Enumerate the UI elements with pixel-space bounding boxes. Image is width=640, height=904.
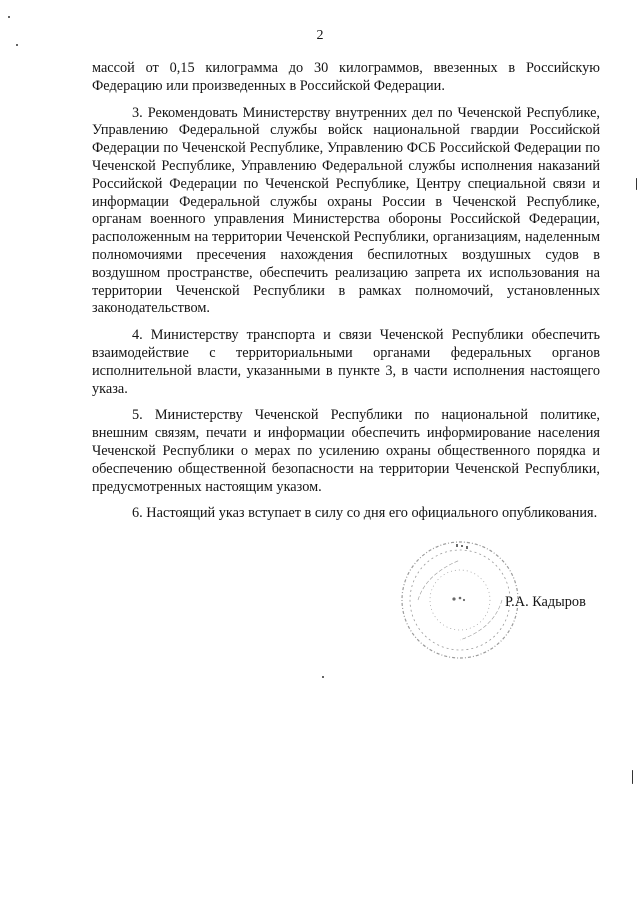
paragraph-5: 5. Министерству Чеченской Республики по национальной политике, внешним связям, печати и информации обеспечить информирование населения Чеченской Республики о мерах по усилению охраны общественного порядка и обеспечению общественной безопасности на территории Чеченской Республики, предусмотренных настоящим указом. (92, 407, 600, 495)
paragraph-4: 4. Министерству транспорта и связи Чеченской Республики обеспечить взаимодействие с территориальными органами федеральных органов исполнительной власти, указанными в пункте 3, в части исполнения настоящего указа. (92, 327, 600, 397)
page-number: 2 (316, 28, 324, 43)
paragraph-6: 6. Настоящий указ вступает в силу со дня его официального опубликования. (132, 505, 598, 522)
paragraph-continuation: массой от 0,15 килограмма до 30 килограммов, ввезенных в Российскую Федерацию или произведенных в Российской Федерации. (92, 60, 600, 94)
document-body (92, 60, 600, 532)
signature-name: Р.А. Кадыров (505, 594, 586, 610)
paragraph-3: 3. Рекомендовать Министерству внутренних дел по Чеченской Республике, Управлению Федеральной службы войск национальной гвардии Российской Федерации по Чеченской Республике, Управлению ФСБ Российской Федерации по Чеченской Республике, Управлению Федеральной службы исполнения наказаний Российской Федерации по Чеченской Республике, Центру специальной связи и информации Федеральной службы охраны России в Чеченской Республике, органам военного управления Министерства обороны Российской Федерации, расположенным на территории Чеченской Республики, организациям, наделенным полномочиями пресечения нахождения беспилотных воздушных судов в воздушном пространстве, обеспечить реализацию запрета их использования на территории Чеченской Республики в рамках полномочий, установленных законодательством. (92, 104, 600, 317)
scan-dot-2 (16, 44, 18, 46)
scan-mark-right-lower (632, 770, 633, 784)
scan-dot-1 (8, 16, 10, 18)
scan-mark-right (636, 178, 637, 190)
scan-dot-3 (322, 676, 324, 678)
